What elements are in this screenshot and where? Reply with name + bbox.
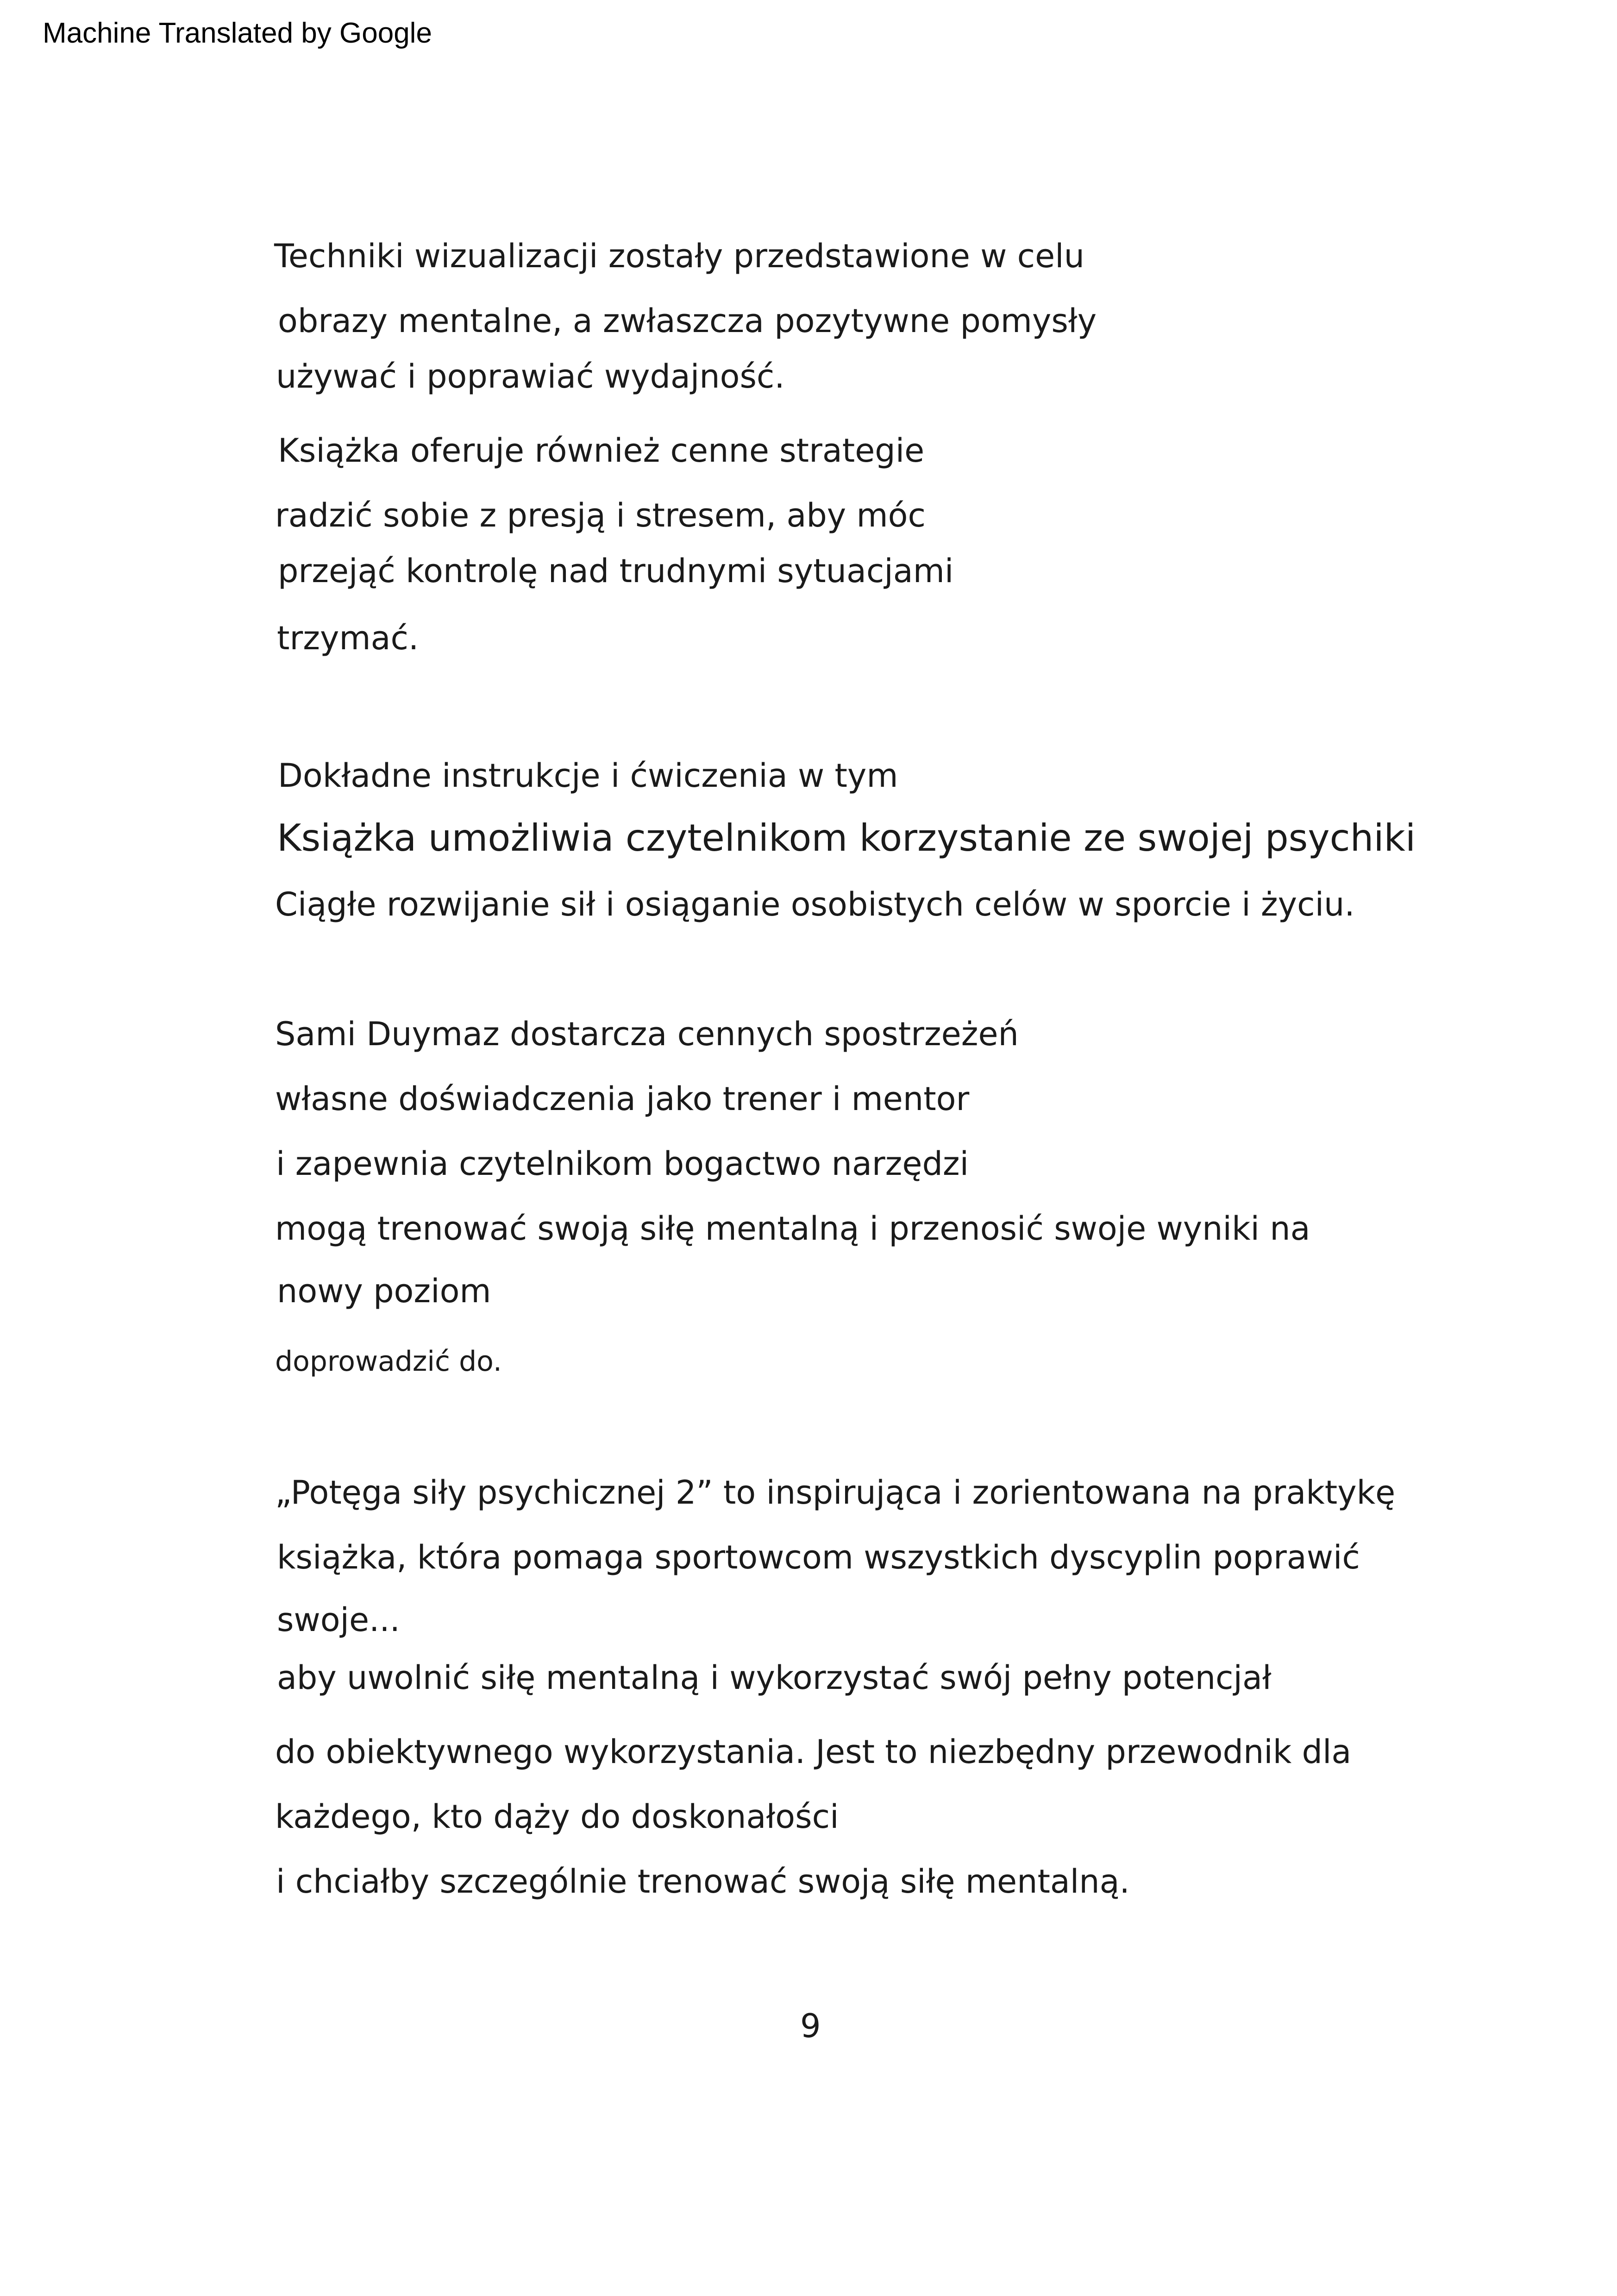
machine-translation-header: Machine Translated by Google — [43, 17, 432, 49]
paragraph-5-line-5: do obiektywnego wykorzystania. Jest to niezbędny przewodnik dla — [275, 1733, 1352, 1771]
paragraph-5-line-7: i chciałby szczególnie trenować swoją siłę mentalną. — [276, 1863, 1130, 1901]
paragraph-5-line-3: swoje... — [277, 1601, 400, 1639]
paragraph-3-line-1: Dokładne instrukcje i ćwiczenia w tym — [278, 757, 898, 795]
paragraph-4-line-3: i zapewnia czytelnikom bogactwo narzędzi — [276, 1145, 969, 1183]
paragraph-2-line-1: Książka oferuje również cenne strategie — [278, 432, 925, 470]
paragraph-4-line-5: nowy poziom — [277, 1272, 491, 1310]
paragraph-5-line-1: „Potęga siły psychicznej 2” to inspirująca i zorientowana na praktykę — [275, 1474, 1396, 1512]
paragraph-2-line-4: trzymać. — [277, 619, 419, 657]
paragraph-1-line-3: używać i poprawiać wydajność. — [276, 358, 785, 395]
paragraph-2-line-3: przejąć kontrolę nad trudnymi sytuacjami — [278, 552, 954, 590]
paragraph-1-line-2: obrazy mentalne, a zwłaszcza pozytywne pomysły — [278, 302, 1097, 340]
paragraph-3-line-3: Ciągłe rozwijanie sił i osiąganie osobistych celów w sporcie i życiu. — [275, 885, 1355, 923]
paragraph-4-line-1: Sami Duymaz dostarcza cennych spostrzeżeń — [275, 1015, 1019, 1053]
paragraph-3-line-2: Książka umożliwia czytelnikom korzystanie ze swojej psychiki — [277, 816, 1416, 859]
paragraph-5-line-2: książka, która pomaga sportowcom wszystkich dyscyplin poprawić — [277, 1538, 1360, 1576]
page-number: 9 — [800, 2007, 821, 2045]
paragraph-4-line-4: mogą trenować swoją siłę mentalną i przenosić swoje wyniki na — [275, 1210, 1310, 1248]
paragraph-2-line-2: radzić sobie z presją i stresem, aby móc — [275, 496, 926, 534]
paragraph-4-line-2: własne doświadczenia jako trener i mentor — [275, 1080, 970, 1118]
paragraph-5-line-4: aby uwolnić siłę mentalną i wykorzystać swój pełny potencjał — [277, 1659, 1272, 1697]
paragraph-5-line-6: każdego, kto dąży do doskonałości — [275, 1798, 839, 1836]
paragraph-4-line-6: doprowadzić do. — [275, 1345, 502, 1378]
paragraph-1-line-1: Techniki wizualizacji zostały przedstawione w celu — [274, 237, 1084, 275]
